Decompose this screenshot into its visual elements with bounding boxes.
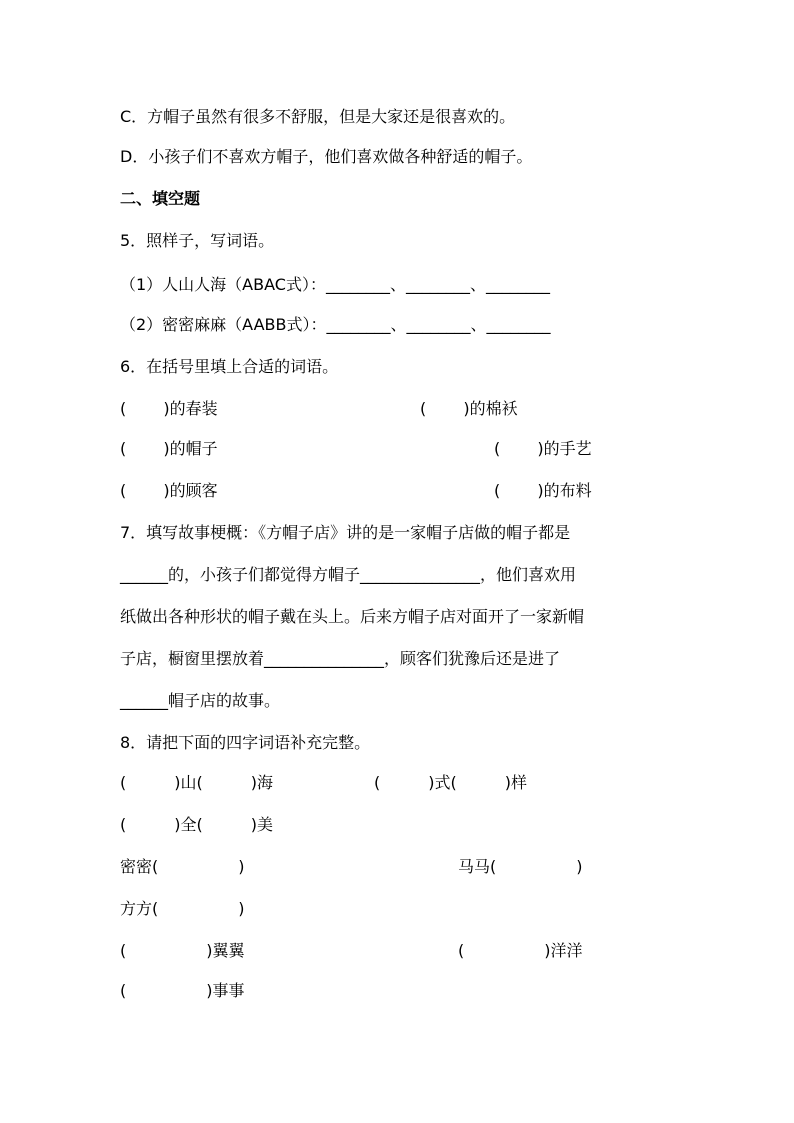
question-7-line-2: ______的，小孩子们都觉得方帽子_______________，他们喜欢用 [120,565,577,584]
question-6-blank-4: ( )的手艺 [494,439,592,458]
question-8-idiom-7: ( )翼翼 [120,941,245,960]
question-7-line-1: 7．填写故事梗概：《方帽子店》讲的是一家帽子店做的帽子都是 [120,523,571,542]
question-5: 5．照样子，写词语。 [120,231,275,250]
question-8-idiom-4: 密密( ) [120,857,245,876]
question-8-idiom-2: ( )式( )样 [374,773,527,792]
question-8: 8．请把下面的四字词语补充完整。 [120,733,371,752]
question-8-idiom-1: ( )山( )海 [120,773,273,792]
question-6-blank-3: ( )的帽子 [120,439,218,458]
question-7-line-3: 纸做出各种形状的帽子戴在头上。后来方帽子店对面开了一家新帽 [120,607,585,626]
question-7-line-4: 子店，橱窗里摆放着_______________，顾客们犹豫后还是进了 [120,649,561,668]
question-8-idiom-5: 马马( ) [458,857,583,876]
question-8-idiom-3: ( )全( )美 [120,815,273,834]
question-6-blank-5: ( )的顾客 [120,481,218,500]
option-c: C．方帽子虽然有很多不舒服，但是大家还是很喜欢的。 [120,107,516,126]
question-6: 6．在括号里填上合适的词语。 [120,357,339,376]
question-8-idiom-9: ( )事事 [120,981,245,1000]
question-7-line-5: ______帽子店的故事。 [120,691,281,710]
question-8-idiom-8: ( )洋洋 [458,941,583,960]
question-5-item-2: （2）密密麻麻（AABB式）：________、________、________ [120,315,551,334]
section-heading-fill-in: 二、填空题 [120,189,201,208]
question-8-idiom-6: 方方( ) [120,899,245,918]
question-5-item-1: （1）人山人海（ABAC式）：________、________、________ [120,275,550,294]
option-d: D．小孩子们不喜欢方帽子，他们喜欢做各种舒适的帽子。 [120,147,533,166]
question-6-blank-2: ( )的棉袄 [420,399,518,418]
question-6-blank-6: ( )的布料 [494,481,592,500]
question-6-blank-1: ( )的春装 [120,399,218,418]
